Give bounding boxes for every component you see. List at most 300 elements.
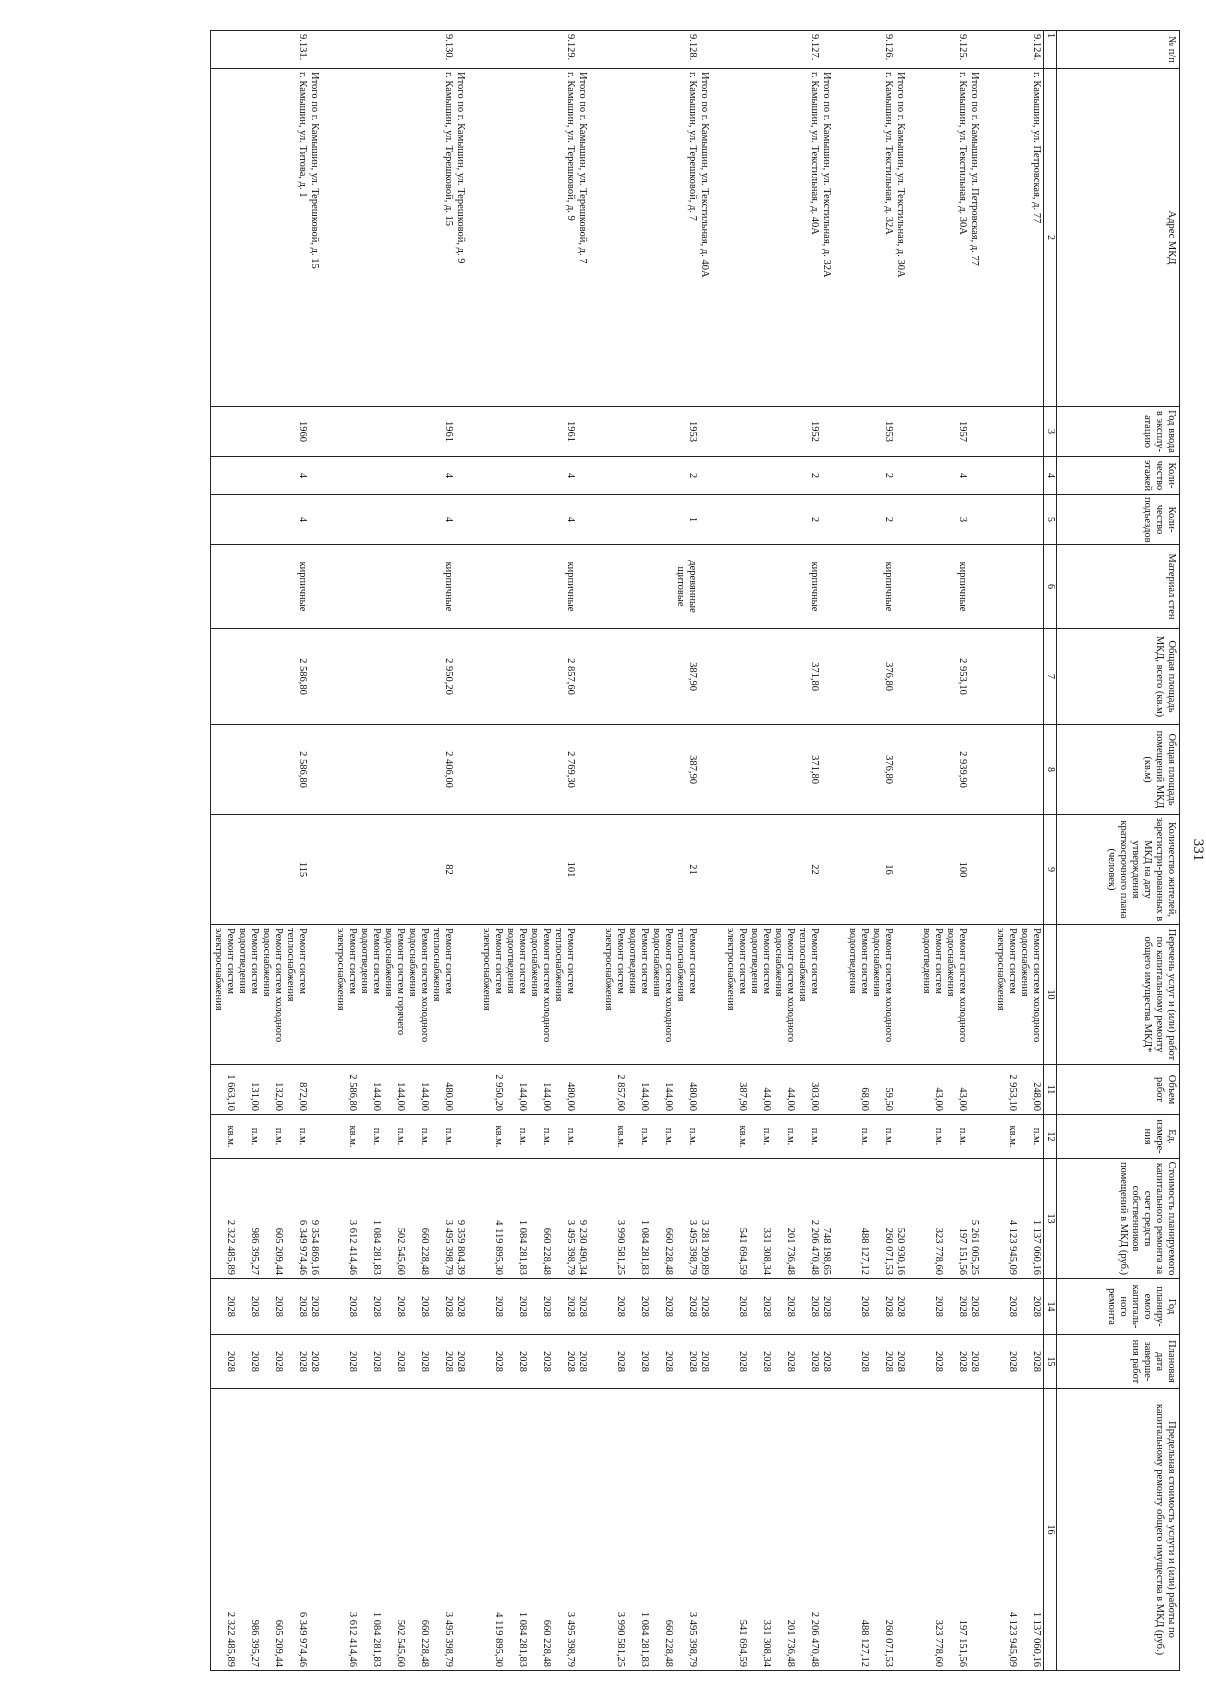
row-number-cell [723, 31, 845, 69]
col-number: 7 [1044, 629, 1057, 725]
spacer [284, 1118, 296, 1155]
spacer [466, 1338, 478, 1385]
floors-count-cell [601, 457, 723, 495]
total-area-cell [919, 629, 993, 725]
total-area: 2 857,60 [565, 658, 576, 695]
spacer [576, 1068, 588, 1111]
total-cost: 3 281 209,89 [699, 1219, 710, 1275]
work-item: Ремонт систем водоотведения [505, 928, 528, 994]
cost-value: 260 071,53 [883, 1227, 894, 1275]
spacer [968, 728, 980, 811]
spacer [430, 1118, 442, 1155]
plan-year-cell [993, 1279, 1044, 1335]
spacer [1018, 1068, 1030, 1111]
spacer [260, 1282, 272, 1331]
volume-value: 144,00 [517, 1082, 528, 1111]
cost-value: 502 545,60 [395, 1227, 406, 1275]
limit-cell [993, 1389, 1044, 1671]
work-item: Ремонт систем холодного водоснабжения [261, 928, 284, 1043]
spacer [980, 1068, 992, 1111]
spacer [466, 498, 478, 541]
volume-value: 2 586,80 [347, 1074, 358, 1111]
work-item: Ремонт систем водоотведения [359, 928, 382, 994]
cost-cell [993, 1159, 1044, 1279]
cost-value: 541 694,59 [737, 1227, 748, 1275]
cost-value: 3 612 414,46 [347, 1219, 358, 1275]
spacer [588, 1392, 600, 1667]
unit-cell [333, 1115, 479, 1159]
spacer [894, 1118, 906, 1155]
col-number: 12 [1044, 1115, 1057, 1159]
spacer [674, 1068, 686, 1111]
spacer [588, 548, 600, 625]
wall-material: кирпичные [565, 561, 576, 612]
volume-value: 387,90 [737, 1082, 748, 1111]
volume-value: 144,00 [419, 1082, 430, 1111]
col-header: Год планиру-емого капиталь-ного ремонта [1057, 1279, 1180, 1335]
spacer [260, 1162, 272, 1275]
unit-cell [601, 1115, 723, 1159]
finish-date-value: 2028 [663, 1351, 674, 1372]
wall-material-cell [333, 545, 479, 629]
spacer [576, 460, 588, 491]
rooms-area: 376,80 [883, 755, 894, 784]
spacer [308, 1392, 320, 1667]
floors-count-cell [211, 457, 334, 495]
row-number: 9.127. [809, 34, 820, 61]
commission-year-cell [723, 407, 845, 457]
commission-year: 1961 [565, 421, 576, 442]
address-cell [845, 69, 919, 407]
spacer [504, 1162, 516, 1275]
total-label: Итого по г. Камышин, ул. Терешковой, д. 15 [309, 72, 320, 269]
plan-year-value: 2028 [1031, 1296, 1042, 1317]
rooms-area: 2 586,80 [297, 751, 308, 788]
spacer [454, 1392, 466, 1667]
work-item: Ремонт систем холодного водоснабжения [651, 928, 674, 1043]
row-number-cell [333, 31, 479, 69]
spacer [454, 632, 466, 721]
spacer [894, 1392, 906, 1667]
commission-year-cell [479, 407, 601, 457]
spacer [894, 928, 906, 1061]
wall-material-cell [211, 545, 334, 629]
spacer [710, 1118, 722, 1155]
spacer [832, 548, 844, 625]
cost-value: 605 209,44 [273, 1227, 284, 1275]
spacer [552, 1338, 564, 1385]
spacer [710, 632, 722, 721]
spacer [820, 34, 832, 65]
spacer [894, 34, 906, 65]
commission-year: 1957 [957, 421, 968, 442]
spacer [796, 1338, 808, 1385]
spacer [576, 410, 588, 453]
spacer [454, 1118, 466, 1155]
spacer [626, 1282, 638, 1331]
total-area: 2 586,80 [297, 658, 308, 695]
total-year: 2028 [821, 1296, 832, 1317]
limit-value: 2 206 470,48 [809, 1611, 820, 1667]
unit-value: п.м. [395, 1127, 406, 1146]
plan-year-value: 2028 [297, 1296, 308, 1317]
spacer [906, 1118, 918, 1155]
volume-value: 144,00 [371, 1082, 382, 1111]
spacer [944, 1338, 956, 1385]
spacer [944, 1282, 956, 1331]
col-header: Количество жителей, зарегистри-рованных в МКД на дату утверждения краткосрочного плана (человек) [1057, 815, 1180, 925]
spacer [454, 728, 466, 811]
cost-value: 660 228,48 [541, 1227, 552, 1275]
spacer [906, 632, 918, 721]
limit-value: 660 228,48 [541, 1619, 552, 1667]
spacer [358, 1282, 370, 1331]
finish-date-value: 2028 [933, 1351, 944, 1372]
col-header: Стоимость планируемого капитального ремонта за счет средств собственников помещений в МКД (руб.) [1057, 1159, 1180, 1279]
spacer [382, 1392, 394, 1667]
entrances-count: 4 [443, 516, 454, 523]
spacer [894, 1068, 906, 1111]
volume-cell [723, 1065, 845, 1115]
entrances-count: 1 [687, 516, 698, 523]
spacer [710, 460, 722, 491]
finish-date-value: 2028 [615, 1351, 626, 1372]
spacer [980, 1118, 992, 1155]
limit-value: 488 127,12 [859, 1619, 870, 1667]
spacer [906, 1338, 918, 1385]
spacer [894, 548, 906, 625]
col-header: Материал стен [1057, 545, 1180, 629]
unit-value: п.м. [249, 1127, 260, 1146]
wall-material-cell [601, 545, 723, 629]
volume-value: 44,00 [761, 1087, 772, 1111]
spacer [260, 1392, 272, 1667]
col-number: 9 [1044, 815, 1057, 925]
col-number: 4 [1044, 457, 1057, 495]
total-finish: 2028 [821, 1351, 832, 1372]
spacer [820, 410, 832, 453]
spacer [944, 1392, 956, 1667]
spacer [588, 632, 600, 721]
residents-count: 101 [565, 861, 576, 878]
col-header: Плановая дата заверше-ния работ [1057, 1335, 1180, 1389]
entrances-count-cell [845, 495, 919, 545]
spacer [710, 1162, 722, 1275]
spacer [320, 410, 332, 453]
volume-value: 43,00 [933, 1087, 944, 1111]
spacer [674, 1338, 686, 1385]
rooms-area-cell [845, 725, 919, 815]
col-number: 3 [1044, 407, 1057, 457]
spacer [406, 1392, 418, 1667]
total-cost: 9 354 869,16 [309, 1219, 320, 1275]
spacer [870, 1282, 882, 1331]
spacer [710, 34, 722, 65]
plan-year-value: 2028 [687, 1296, 698, 1317]
spacer [710, 928, 722, 1061]
limit-value: 1 084 281,83 [517, 1611, 528, 1667]
spacer [772, 1338, 784, 1385]
row-number: 9.131. [297, 34, 308, 61]
col-number: 11 [1044, 1065, 1057, 1115]
spacer [906, 498, 918, 541]
unit-value: п.м. [957, 1127, 968, 1146]
total-finish: 2028 [309, 1351, 320, 1372]
spacer [308, 410, 320, 453]
plan-year-value: 2028 [371, 1296, 382, 1317]
limit-cell [211, 1389, 334, 1671]
limit-value: 201 736,48 [785, 1619, 796, 1667]
spacer [772, 1118, 784, 1155]
rooms-area-cell [993, 725, 1044, 815]
spacer [906, 928, 918, 1061]
floors-count-cell [919, 457, 993, 495]
spacer [284, 1068, 296, 1111]
works-cell [601, 925, 723, 1065]
volume-value: 1 663,10 [225, 1074, 236, 1111]
work-item: Ремонт систем водоотведения [237, 928, 260, 994]
spacer [710, 1338, 722, 1385]
plan-year-value: 2028 [883, 1296, 894, 1317]
volume-value: 480,00 [565, 1082, 576, 1111]
wall-material-cell [845, 545, 919, 629]
spacer [796, 1392, 808, 1667]
work-item: Ремонт систем холодного водоснабжения [773, 928, 796, 1043]
spacer [528, 1162, 540, 1275]
rooms-area: 2 406,00 [443, 751, 454, 788]
spacer [820, 928, 832, 1061]
volume-cell [919, 1065, 993, 1115]
plan-year-value: 2028 [737, 1296, 748, 1317]
spacer [320, 632, 332, 721]
rooms-area [1030, 728, 1042, 811]
volume-cell [601, 1065, 723, 1115]
spacer [832, 460, 844, 491]
residents-count-cell [479, 815, 601, 925]
entrances-count: 2 [809, 516, 820, 523]
limit-value: 4 123 945,09 [1007, 1611, 1018, 1667]
spacer [820, 1118, 832, 1155]
unit-value: п.м. [809, 1127, 820, 1146]
capital-repair-table [210, 30, 1180, 1671]
spacer [968, 632, 980, 721]
spacer [832, 34, 844, 65]
spacer [710, 498, 722, 541]
spacer [772, 1282, 784, 1331]
unit-cell [845, 1115, 919, 1159]
total-area: 376,80 [883, 662, 894, 691]
rooms-area-cell [479, 725, 601, 815]
spacer [576, 632, 588, 721]
plan-year-value: 2028 [249, 1296, 260, 1317]
spacer [980, 548, 992, 625]
spacer [698, 1392, 710, 1667]
spacer [906, 1162, 918, 1275]
spacer [320, 818, 332, 921]
spacer [980, 1282, 992, 1331]
spacer [576, 728, 588, 811]
total-year: 2028 [577, 1296, 588, 1317]
col-header: Коли-чество подъездов [1057, 495, 1180, 545]
finish-date-value: 2028 [249, 1351, 260, 1372]
spacer [626, 1162, 638, 1275]
plan-year-value: 2028 [273, 1296, 284, 1317]
unit-value: п.м. [785, 1127, 796, 1146]
address: г. Камышин, ул. Терешковой, д. 7 [687, 72, 698, 221]
finish-date-value: 2028 [371, 1351, 382, 1372]
volume-cell [211, 1065, 334, 1115]
spacer [504, 1392, 516, 1667]
col-number: 8 [1044, 725, 1057, 815]
spacer [650, 1118, 662, 1155]
row-number: 9.124. [1031, 34, 1042, 61]
spacer [528, 1392, 540, 1667]
address-cell [993, 69, 1044, 407]
spacer [710, 410, 722, 453]
unit-value: кв.м. [615, 1125, 626, 1148]
spacer [454, 410, 466, 453]
table-body [211, 31, 1044, 1671]
row-number-cell [919, 31, 993, 69]
spacer [906, 34, 918, 65]
spacer [980, 728, 992, 811]
floors-count: 2 [809, 472, 820, 479]
spacer [552, 1392, 564, 1667]
spacer [980, 928, 992, 1061]
unit-cell [919, 1115, 993, 1159]
plan-year-cell [333, 1279, 479, 1335]
spacer [320, 928, 332, 1061]
spacer [284, 1282, 296, 1331]
spacer [528, 1068, 540, 1111]
works-cell [211, 925, 334, 1065]
spacer [748, 1392, 760, 1667]
spacer [894, 818, 906, 921]
spacer [504, 1118, 516, 1155]
works-cell [333, 925, 479, 1065]
work-item: Ремонт систем холодного водоснабжения [1019, 928, 1042, 1043]
entrances-count [1030, 498, 1042, 541]
row-number-cell [845, 31, 919, 69]
spacer [588, 460, 600, 491]
spacer [626, 1338, 638, 1385]
volume-cell [333, 1065, 479, 1115]
spacer [308, 548, 320, 625]
total-area-cell [723, 629, 845, 725]
spacer [980, 410, 992, 453]
works-cell [723, 925, 845, 1065]
spacer [968, 498, 980, 541]
unit-value: п.м. [443, 1127, 454, 1146]
spacer [772, 1162, 784, 1275]
volume-cell [845, 1065, 919, 1115]
finish-date-value: 2028 [957, 1351, 968, 1372]
total-label: Итого по г. Камышин, ул. Текстильная, д. 30А [895, 72, 906, 278]
spacer [358, 1162, 370, 1275]
spacer [832, 410, 844, 453]
spacer [968, 34, 980, 65]
rotated-page [25, 30, 1206, 1670]
floors-count: 2 [883, 472, 894, 479]
col-number: 14 [1044, 1279, 1057, 1335]
commission-year: 1953 [687, 421, 698, 442]
total-area: 2 953,10 [957, 658, 968, 695]
cost-value: 331 308,34 [761, 1227, 772, 1275]
spacer [796, 1282, 808, 1331]
floors-count: 4 [565, 472, 576, 479]
spacer [980, 818, 992, 921]
plan-year-cell [479, 1279, 601, 1335]
spacer [820, 1392, 832, 1667]
plan-year-value: 2028 [615, 1296, 626, 1317]
row-number-cell [479, 31, 601, 69]
residents-count-cell [919, 815, 993, 925]
spacer [968, 1118, 980, 1155]
spacer [320, 498, 332, 541]
address: г. Камышин, ул. Текстильная, д. 40А [809, 72, 820, 235]
spacer [320, 1118, 332, 1155]
spacer [906, 1068, 918, 1111]
total-finish: 2028 [969, 1351, 980, 1372]
total-year: 2028 [895, 1296, 906, 1317]
cost-value: 4 119 895,30 [493, 1220, 504, 1275]
unit-value: п.м. [297, 1127, 308, 1146]
work-item: Ремонт систем электроснабжения [335, 928, 358, 1011]
residents-count: 22 [809, 864, 820, 875]
spacer [236, 1392, 248, 1667]
total-area: 2 950,20 [443, 658, 454, 695]
plan-year-value: 2028 [347, 1296, 358, 1317]
volume-value: 132,00 [273, 1082, 284, 1111]
total-area: 371,80 [809, 662, 820, 691]
address-cell [919, 69, 993, 407]
unit-value: п.м. [565, 1127, 576, 1146]
total-cost: 9 359 804,39 [455, 1219, 466, 1275]
spacer [308, 460, 320, 491]
spacer [650, 1282, 662, 1331]
rooms-area-cell [919, 725, 993, 815]
wall-material [1030, 548, 1042, 625]
finish-date-value: 2028 [1031, 1351, 1042, 1372]
spacer [406, 1282, 418, 1331]
spacer [588, 498, 600, 541]
spacer [504, 1282, 516, 1331]
table-row [601, 31, 723, 1671]
spacer [832, 1068, 844, 1111]
finish-date-value: 2028 [565, 1351, 576, 1372]
spacer [820, 548, 832, 625]
total-area-cell [211, 629, 334, 725]
plan-year-value: 2028 [809, 1296, 820, 1317]
cost-value: 201 736,48 [785, 1227, 796, 1275]
total-finish: 2028 [895, 1351, 906, 1372]
cost-value: 3 495 398,79 [565, 1219, 576, 1275]
limit-value: 3 495 398,79 [565, 1611, 576, 1667]
work-item: Ремонт систем теплоснабжения [675, 928, 698, 1002]
spacer [870, 1392, 882, 1667]
spacer [588, 1068, 600, 1111]
spacer [552, 1162, 564, 1275]
work-item: Ремонт систем электроснабжения [725, 928, 748, 1011]
limit-value: 260 071,53 [883, 1619, 894, 1667]
spacer [308, 818, 320, 921]
commission-year: 1961 [443, 421, 454, 442]
volume-value: 248,00 [1031, 1082, 1042, 1111]
total-area-cell [845, 629, 919, 725]
spacer [576, 34, 588, 65]
commission-year-cell [601, 407, 723, 457]
spacer [796, 1068, 808, 1111]
